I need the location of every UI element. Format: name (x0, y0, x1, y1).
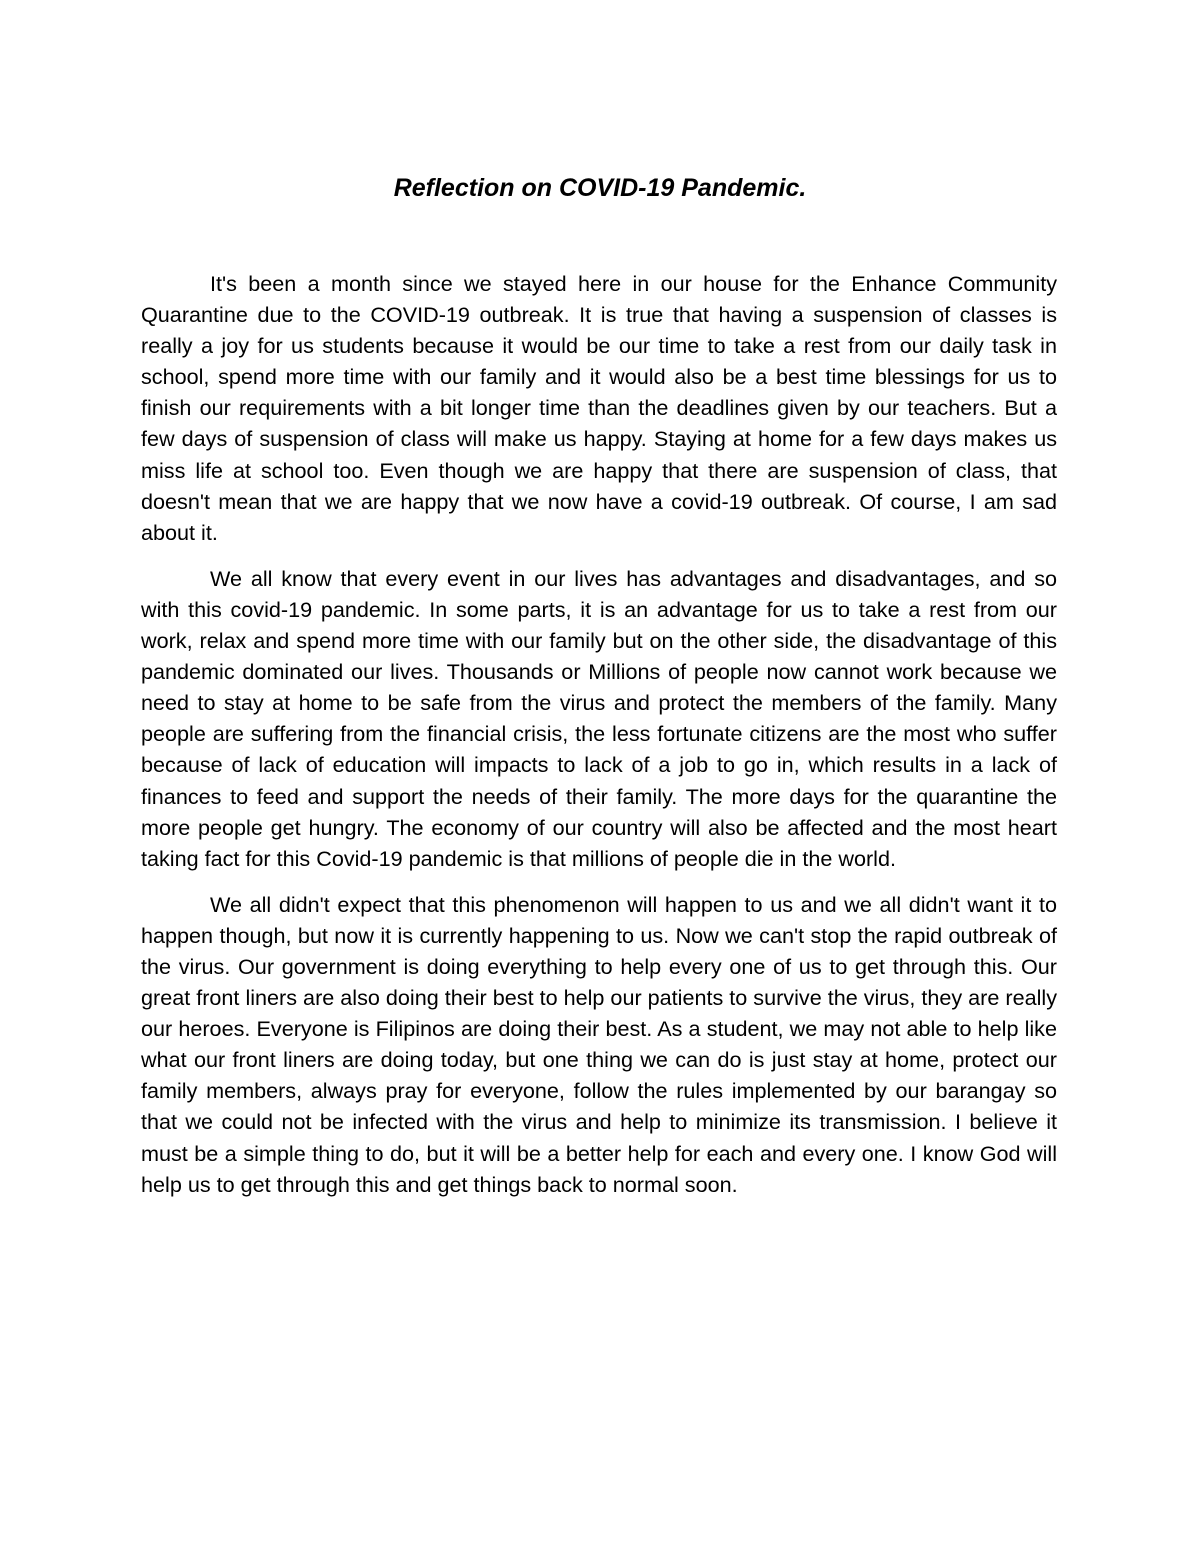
document-title: Reflection on COVID-19 Pandemic. (393, 174, 807, 202)
document-body (141, 268, 1057, 1215)
paragraph-3: We all didn't expect that this phenomenon will happen to us and we all didn't want it to happen though, but now it is currently happening to us. Now we can't stop the rapid outbreak of the virus. Our government is doing everything to help every one of us to get through this. Our great front liners are also doing their best to help our patients to survive the virus, they are really our heroes. Everyone is Filipinos are doing their best. As a student, we may not able to help like what our front liners are doing today, but one thing we can do is just stay at home, protect our family members, always pray for everyone, follow the rules implemented by our barangay so that we could not be infected with the virus and help to minimize its transmission. I believe it must be a simple thing to do, but it will be a better help for each and every one. I know God will help us to get through this and get things back to normal soon. (141, 891, 1057, 1197)
paragraph-2: We all know that every event in our lives has advantages and disadvantages, and so with this covid-19 pandemic. In some parts, it is an advantage for us to take a rest from our work, relax and spend more time with our family but on the other side, the disadvantage of this pandemic dominated our lives. Thousands or Millions of people now cannot work because we need to stay at home to be safe from the virus and protect the members of the family. Many people are suffering from the financial crisis, the less fortunate citizens are the most who suffer because of lack of education will impacts to lack of a job to go in, which results in a lack of finances to feed and support the needs of their family. The more days for the quarantine the more people get hungry. The economy of our country will also be affected and the most heart taking fact for this Covid-19 pandemic is that millions of people die in the world. (141, 565, 1057, 871)
paragraph-1: It's been a month since we stayed here in our house for the Enhance Community Quarantine due to the COVID-19 outbreak. It is true that having a suspension of classes is really a joy for us students because it would be our time to take a rest from our daily task in school, spend more time with our family and it would also be a best time blessings for us to finish our requirements with a bit longer time than the deadlines given by our teachers. But a few days of suspension of class will make us happy. Staying at home for a few days makes us miss life at school too. Even though we are happy that there are suspension of class, that doesn't mean that we are happy that we now have a covid-19 outbreak. Of course, I am sad about it. (141, 271, 1057, 545)
